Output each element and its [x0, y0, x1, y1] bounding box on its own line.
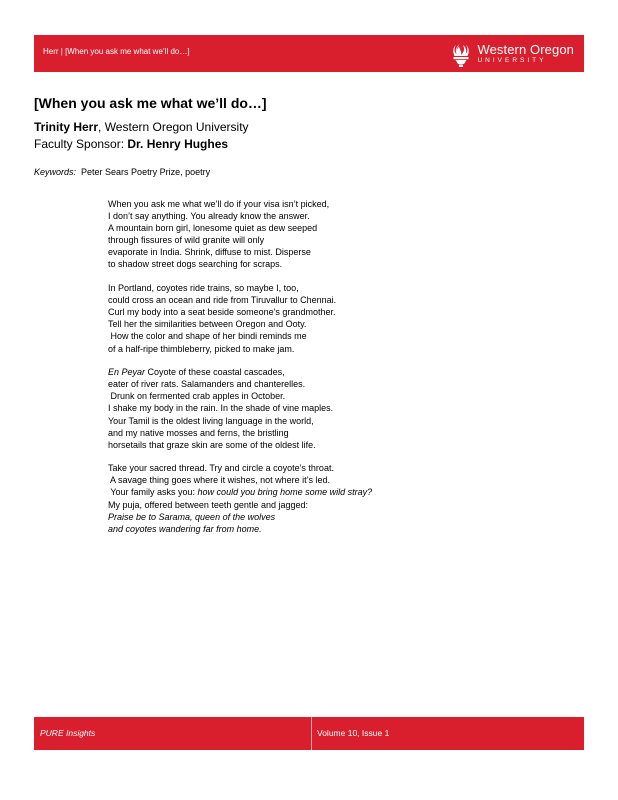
- poem-line: [108, 523, 372, 535]
- poem-line-rest: Coyote of these coastal cascades,: [145, 367, 285, 378]
- poem-line: When you ask me what we’ll do if your visa isn’t picked,: [108, 199, 330, 209]
- poem-line: evaporate in India. Shrink, diffuse to mist. Disperse: [108, 247, 311, 258]
- poem-line: Take your sacred thread. Try and circle a coyote’s throat.: [108, 463, 334, 474]
- poem-body: [108, 198, 372, 546]
- poem-line: A savage thing goes where it wishes, not where it’s led.: [108, 475, 330, 486]
- poem-line: A mountain born girl, lonesome quiet as dew seeped: [108, 223, 318, 234]
- poem-line-italic: En Peyar: [108, 367, 146, 378]
- poem-line-italic: Praise be to Sarama, queen of the wolves: [108, 511, 276, 522]
- author-affiliation: , Western Oregon University: [98, 120, 249, 134]
- poem-line: of a half-ripe thimbleberry, picked to make jam.: [108, 343, 295, 354]
- poem-line: horsetails that graze skin are some of the oldest life.: [108, 439, 316, 450]
- poem-line: I shake my body in the rain. In the shade of vine maples.: [108, 403, 334, 414]
- poem-line: Tell her the similarities between Oregon and Ooty.: [108, 319, 307, 330]
- stanza-3: [108, 366, 372, 451]
- header-bar: [34, 35, 584, 72]
- sponsor-name: Dr. Henry Hughes: [127, 137, 229, 151]
- poem-line: [108, 366, 372, 378]
- poem-line: I don’t say anything. You already know the answer.: [108, 211, 310, 222]
- poem-line: [108, 486, 372, 498]
- running-title: Herr | [When you ask me what we’ll do…]: [43, 47, 190, 56]
- poem-line: How the color and shape of her bindi reminds me: [108, 331, 307, 342]
- poem-line: eater of river rats. Salamanders and chanterelles.: [108, 379, 306, 390]
- journal-name: PURE Insights: [40, 728, 96, 738]
- poem-line: through fissures of wild granite will only: [108, 235, 265, 246]
- author-line: [34, 120, 249, 134]
- volume-issue: Volume 10, Issue 1: [317, 728, 390, 738]
- keywords-value: Peter Sears Poetry Prize, poetry: [76, 167, 211, 177]
- university-logo: [449, 39, 574, 69]
- footer-bar: [34, 717, 584, 750]
- torch-flame-icon: [449, 40, 473, 68]
- poem-line: [108, 511, 372, 523]
- poem-line: to shadow street dogs searching for scraps.: [108, 259, 283, 270]
- poem-line: Curl my body into a seat beside someone’s grandmother.: [108, 307, 336, 318]
- keywords-label: Keywords:: [34, 167, 77, 177]
- logo-subtitle: UNIVERSITY: [477, 57, 547, 65]
- footer-divider: [311, 717, 312, 750]
- poem-line: could cross an ocean and ride from Tiruvallur to Chennai.: [108, 295, 337, 306]
- keywords-line: [34, 167, 210, 177]
- stanza-4: [108, 462, 372, 535]
- author-name: Trinity Herr: [34, 120, 99, 134]
- stanza-1: [108, 198, 372, 271]
- poem-line: Your Tamil is the oldest living language in the world,: [108, 415, 314, 426]
- poem-line: In Portland, coyotes ride trains, so maybe I, too,: [108, 283, 299, 294]
- article-title: [When you ask me what we’ll do…]: [34, 95, 267, 111]
- logo-name: Western Oregon: [477, 42, 574, 58]
- poem-line-italic: how could you bring home some wild stray?: [197, 487, 373, 498]
- sponsor-label: Faculty Sponsor:: [34, 137, 128, 151]
- poem-line-plain: Your family asks you:: [108, 487, 198, 498]
- stanza-2: [108, 282, 372, 355]
- sponsor-line: [34, 137, 228, 151]
- poem-line: Drunk on fermented crab apples in October.: [108, 391, 286, 402]
- poem-line: and my native mosses and ferns, the bristling: [108, 427, 289, 438]
- poem-line-italic: and coyotes wandering far from home.: [108, 523, 262, 534]
- logo-wordmark: [477, 43, 574, 65]
- poem-line: My puja, offered between teeth gentle and jagged:: [108, 499, 308, 510]
